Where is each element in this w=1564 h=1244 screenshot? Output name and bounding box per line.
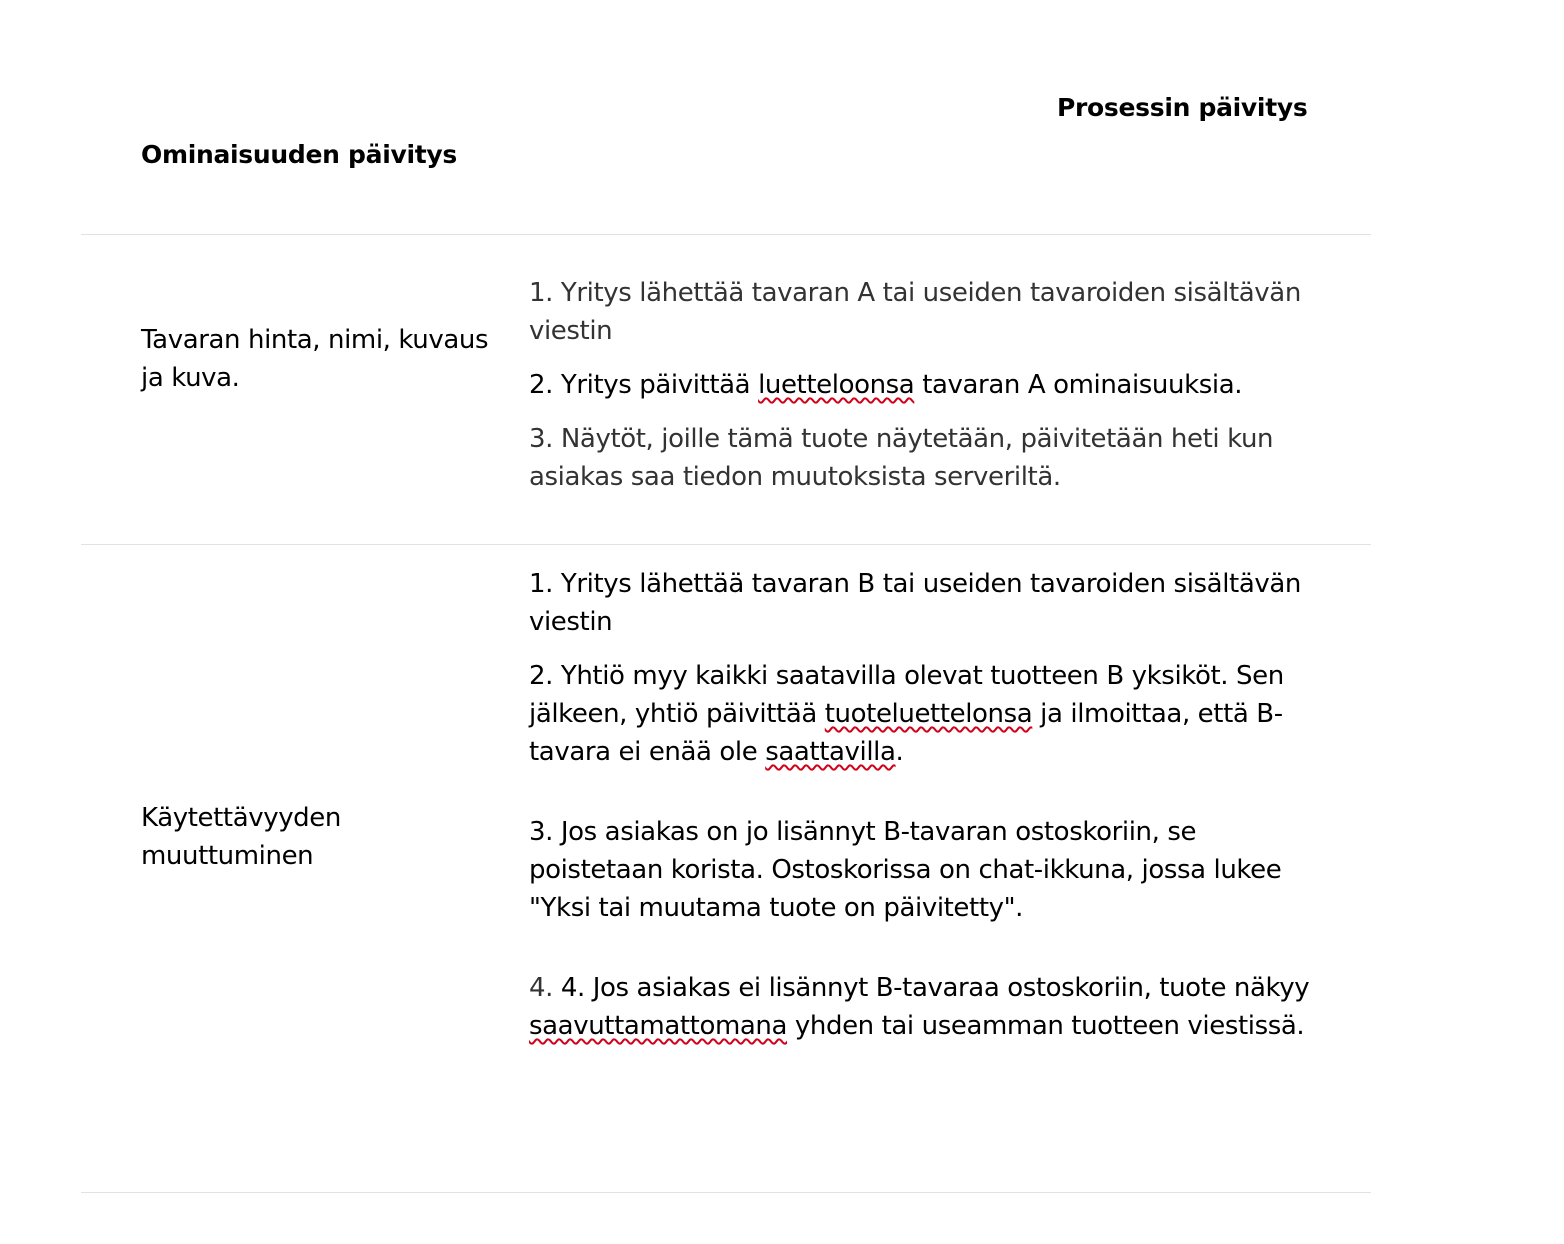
step-row-2-2: 2. Yhtiö myy kaikki saatavilla olevat tuotteen B yksiköt. Sen jälkeen, yhtiö päivittää tuoteluettelonsa ja ilmoittaa, että B-tavara ei enää ole saattavilla. bbox=[529, 661, 1284, 767]
process-update-heading: Prosessin päivitys bbox=[1057, 93, 1308, 122]
spellcheck-flagged-word[interactable]: saavuttamattomana bbox=[529, 1011, 788, 1041]
row-divider bbox=[81, 234, 1371, 235]
step-row-1-3: 3. Näytöt, joille tämä tuote näytetään, päivitetään heti kun asiakas saa tiedon muutoksista serveriltä. bbox=[529, 424, 1274, 492]
spellcheck-flagged-word[interactable]: saattavilla bbox=[765, 737, 896, 767]
step-row-1-2: 2. Yritys päivittää luetteloonsa tavaran A ominaisuuksia. bbox=[529, 370, 1243, 400]
process-steps-row-1 bbox=[529, 274, 1329, 496]
step-row-1-1: 1. Yritys lähettää tavaran A tai useiden tavaroiden sisältävän viestin bbox=[529, 278, 1301, 346]
step-row-2-4: 4. 4. Jos asiakas ei lisännyt B-tavaraa ostoskoriin, tuote näkyy saavuttamattomana yhden tai useamman tuotteen viestissä. bbox=[529, 973, 1310, 1041]
row-divider bbox=[81, 1192, 1371, 1193]
spellcheck-flagged-word[interactable]: tuoteluettelonsa bbox=[824, 699, 1033, 729]
feature-cell-row-1: Tavaran hinta, nimi, kuvaus ja kuva. bbox=[141, 325, 489, 393]
step-row-2-3: 3. Jos asiakas on jo lisännyt B-tavaran ostoskoriin, se poistetaan korista. Ostoskorissa on chat-ikkuna, jossa lukee "Yksi tai muutama tuote on päivitetty". bbox=[529, 817, 1282, 923]
feature-cell-row-2: Käytettävyyden muuttuminen bbox=[141, 803, 341, 871]
feature-update-heading: Ominaisuuden päivitys bbox=[141, 140, 457, 169]
process-steps-row-2 bbox=[529, 565, 1329, 1045]
row-divider bbox=[81, 544, 1371, 545]
step-row-2-1: 1. Yritys lähettää tavaran B tai useiden tavaroiden sisältävän viestin bbox=[529, 569, 1301, 637]
spellcheck-flagged-word[interactable]: luetteloonsa bbox=[758, 370, 915, 400]
